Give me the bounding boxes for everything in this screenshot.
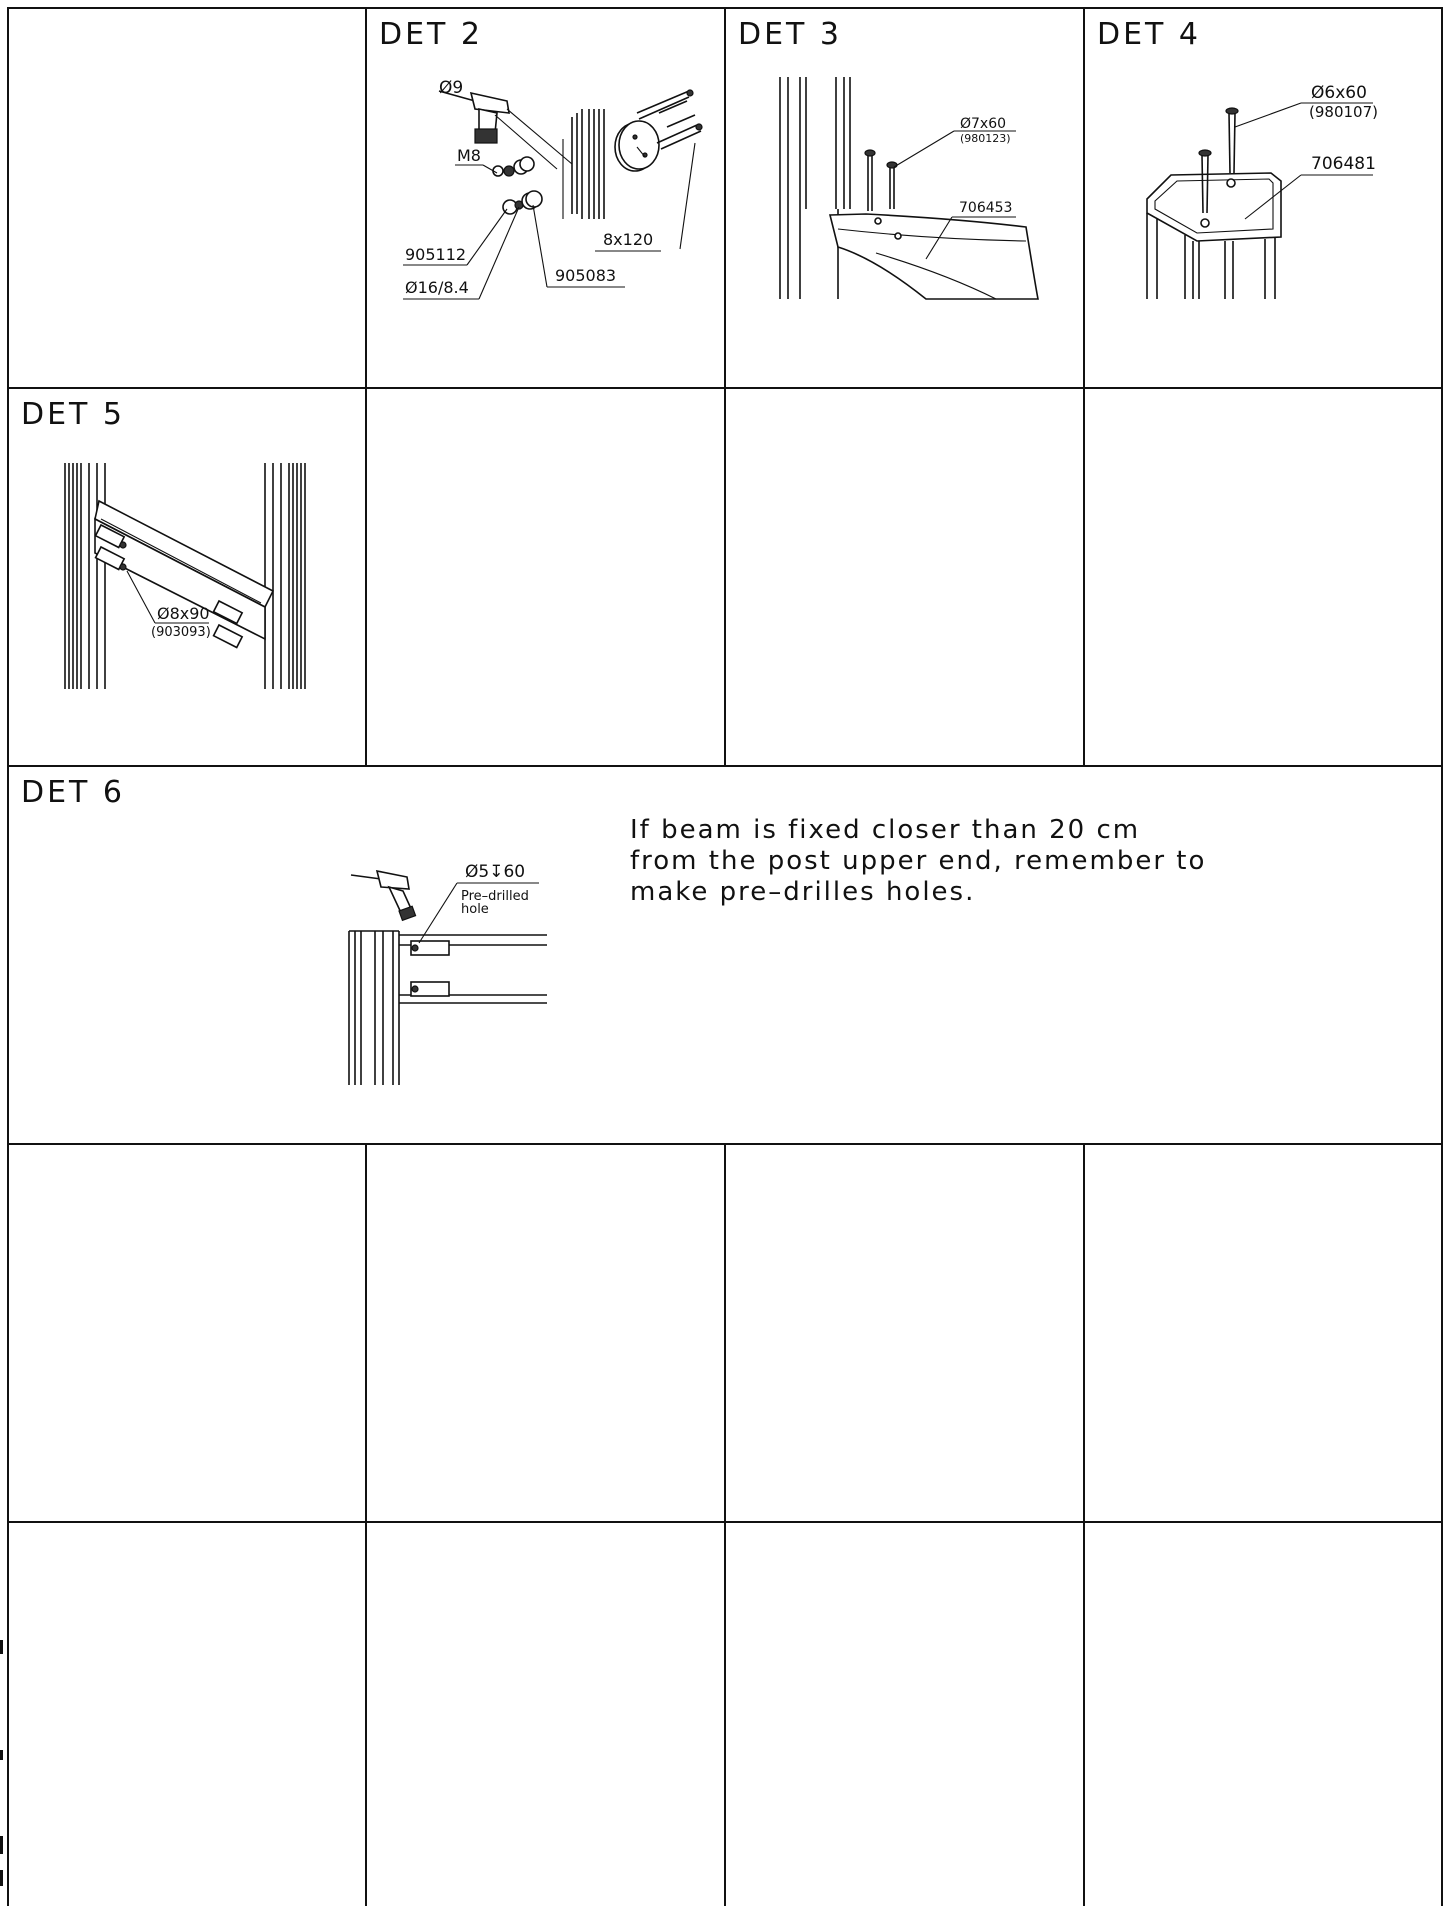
margin-mark — [0, 1640, 3, 1654]
post-right — [265, 463, 305, 689]
cell-empty-r5c4 — [1083, 1521, 1443, 1906]
post — [349, 931, 399, 1085]
cell-empty-r5c3 — [724, 1521, 1085, 1906]
det-6-note — [630, 815, 1270, 908]
cell-empty-r4c2 — [365, 1143, 726, 1523]
det-3-screw-code: (980123) — [960, 132, 1011, 145]
det-5-screw-code: (903093) — [151, 625, 211, 640]
det-2-drill-label: Ø9 — [439, 78, 464, 98]
cell-empty-r5c2 — [365, 1521, 726, 1906]
det-4-drawing — [1085, 9, 1441, 387]
note-line-2: from the post upper end, remember to — [630, 846, 1207, 876]
det-6-predrilled-label-1: Pre–drilled — [461, 889, 529, 904]
cell-empty-r2c3 — [724, 387, 1085, 767]
hardware-parts — [493, 157, 542, 214]
drill-icon — [351, 871, 416, 920]
det-2-nut-label: M8 — [457, 146, 481, 165]
det-5-panel — [7, 387, 367, 767]
cell-empty-r2c4 — [1083, 387, 1443, 767]
post-left — [65, 463, 105, 689]
det-5-drawing — [9, 389, 365, 765]
cell-empty-r5c1 — [7, 1521, 367, 1906]
cell-empty-r1c1 — [7, 7, 367, 389]
note-line-1: If beam is fixed closer than 20 cm — [630, 815, 1141, 845]
det-2-title: DET 2 — [379, 17, 484, 52]
screw-icon — [865, 150, 897, 211]
det-2-washer-size-label: Ø16/8.4 — [405, 278, 469, 297]
note-line-3: make pre–drilles holes. — [630, 877, 976, 907]
det-6-predrilled-label-2: hole — [461, 902, 489, 917]
det-4-panel — [1083, 7, 1443, 389]
cell-empty-r4c3 — [724, 1143, 1085, 1523]
det-4-screw-label: Ø6x60 — [1311, 83, 1367, 103]
det-4-title: DET 4 — [1097, 17, 1202, 52]
det-2-cap-part-label: 905083 — [555, 266, 617, 285]
cell-empty-r4c1 — [7, 1143, 367, 1523]
det-3-drawing — [726, 9, 1083, 387]
det-3-title: DET 3 — [738, 17, 843, 52]
margin-mark — [0, 1870, 3, 1886]
cap-plate — [830, 214, 1038, 299]
det-4-screw-code: (980107) — [1309, 103, 1378, 121]
det-3-panel — [724, 7, 1085, 389]
cell-empty-r4c4 — [1083, 1143, 1443, 1523]
det-2-washer-part-label: 905112 — [405, 245, 467, 264]
margin-mark — [0, 1750, 3, 1760]
margin-mark — [0, 1836, 3, 1854]
post-lines — [563, 109, 604, 219]
beam — [399, 935, 547, 1003]
spacer-and-bolts — [615, 90, 702, 249]
det-4-part-label: 706481 — [1311, 154, 1376, 174]
det-6-title: DET 6 — [21, 775, 126, 810]
det-6-panel — [7, 765, 1443, 1145]
det-2-bolt-label: 8x120 — [603, 230, 654, 249]
det-6-drill-label: Ø5↧60 — [465, 862, 526, 882]
det-3-screw-label: Ø7x60 — [960, 116, 1007, 132]
cell-empty-r2c2 — [365, 387, 726, 767]
det-5-screw-label: Ø8x90 — [157, 604, 210, 623]
det-3-part-label: 706453 — [959, 200, 1013, 216]
detail-sheet — [7, 7, 1443, 1906]
drill-icon — [439, 91, 509, 143]
post-cap — [1147, 173, 1281, 299]
det-2-drawing — [367, 9, 724, 387]
post-lines — [780, 77, 850, 299]
det-2-panel — [365, 7, 726, 389]
det-5-title: DET 5 — [21, 397, 126, 432]
